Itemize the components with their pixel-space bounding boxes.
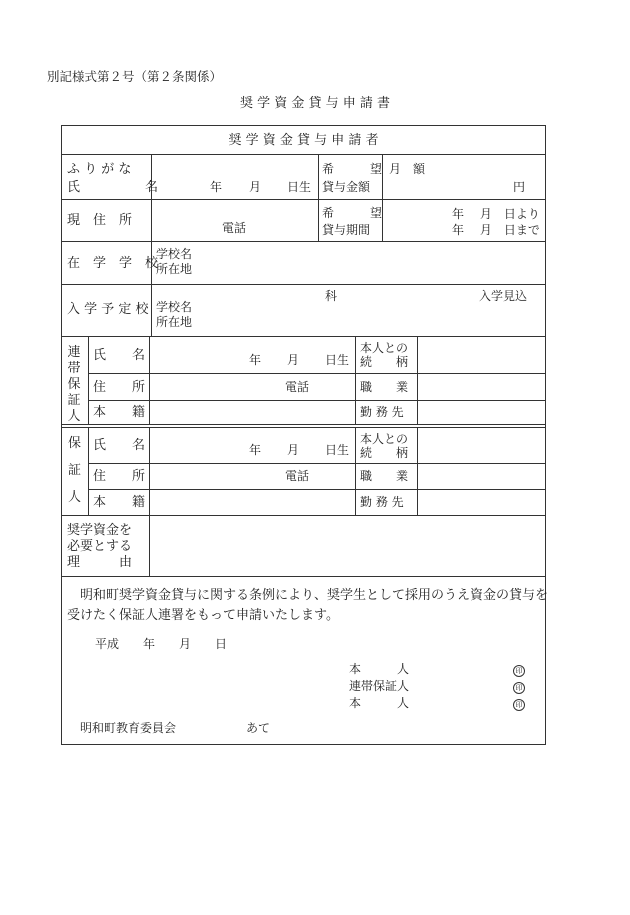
furigana-label: ふ り が な (67, 162, 132, 177)
desired-amount-label-2: 貸与金額 (322, 180, 371, 194)
g-birth-day: 日生 (325, 443, 350, 457)
sign-guarantor-label: 本 人 (349, 696, 410, 710)
jg-address-label: 住 所 (93, 380, 146, 395)
desired-period-label-2: 貸与期間 (322, 223, 371, 237)
phone-label: 電話 (222, 221, 247, 235)
g-occupation-label: 職 業 (360, 469, 409, 483)
guarantor-side-char-3: 人 (68, 490, 82, 505)
addressee: 明和町教育委員会 (80, 721, 177, 735)
joint-guarantor-side-label: 連帯保証人 (67, 345, 81, 424)
application-date: 平成 年 月 日 (95, 637, 228, 651)
g-phone-label: 電話 (285, 469, 310, 483)
birth-month: 月 (249, 180, 262, 194)
jg-birth-day: 日生 (325, 353, 350, 367)
current-school-label: 在 学 学 校 (67, 256, 159, 271)
jg-relation-label-2: 続 柄 (360, 355, 409, 369)
birth-day: 日生 (287, 180, 312, 194)
document-title: 奨 学 資 金 貸 与 申 請 書 (239, 96, 391, 111)
g-birth-year: 年 (249, 443, 262, 457)
addressee-suffix: あて (246, 721, 271, 735)
jg-birth-year: 年 (249, 353, 262, 367)
period-from: 年 月 日より (452, 207, 540, 221)
jg-occupation-label: 職 業 (360, 380, 409, 394)
department-label: 科 (325, 289, 338, 303)
current-school-location: 所在地 (156, 262, 193, 276)
sign-applicant-label: 本 人 (349, 662, 410, 676)
jg-domicile-label: 本 籍 (93, 405, 146, 420)
jg-birth-month: 月 (287, 353, 300, 367)
jg-phone-label: 電話 (285, 380, 310, 394)
guarantor-side-char-2: 証 (68, 463, 82, 478)
desired-amount-label: 希 望 (322, 162, 383, 176)
birth-year: 年 (210, 180, 223, 194)
yen-unit: 円 (513, 180, 526, 194)
sign-joint-guarantor-label: 連帯保証人 (349, 679, 410, 693)
reason-label-line2: 必要とする (67, 539, 133, 554)
g-birth-month: 月 (287, 443, 300, 457)
g-domicile-label: 本 籍 (93, 495, 146, 510)
planned-school-label: 入 学 予 定 校 (67, 302, 149, 317)
desired-period-label: 希 望 (322, 206, 383, 220)
reason-label-line3: 理 由 (67, 555, 133, 570)
name-label: 氏 名 (67, 180, 159, 195)
jg-relation-label: 本人との (360, 341, 409, 355)
period-to: 年 月 日まで (452, 223, 540, 237)
address-label: 現 住 所 (67, 213, 133, 228)
jg-workplace-label: 勤 務 先 (360, 405, 404, 419)
expected-entry: 入学見込 (479, 289, 528, 303)
current-school-name: 学校名 (156, 247, 193, 261)
g-relation-label: 本人との (360, 432, 409, 446)
applicant-section-title: 奨 学 資 金 貸 与 申 請 者 (228, 133, 379, 148)
declaration-line2: 受けたく保証人連署をもって申請いたします。 (67, 608, 339, 623)
planned-school-location: 所在地 (156, 315, 193, 329)
seal-mark-2: 印 (513, 680, 525, 694)
seal-mark-3: 印 (513, 697, 525, 711)
planned-school-name: 学校名 (156, 300, 193, 314)
jg-name-label: 氏 名 (93, 348, 146, 363)
declaration-line1: 明和町奨学資金貸与に関する条例により、奨学生として採用のうえ資金の貸与を (80, 588, 549, 603)
seal-mark: 印 (513, 663, 525, 677)
monthly-amount-label: 月 額 (389, 162, 426, 176)
guarantor-side-char-1: 保 (68, 436, 82, 451)
g-name-label: 氏 名 (93, 438, 146, 453)
reason-label-line1: 奨学資金を (67, 523, 133, 538)
g-relation-label-2: 続 柄 (360, 446, 409, 460)
g-workplace-label: 勤 務 先 (360, 495, 404, 509)
g-address-label: 住 所 (93, 469, 146, 484)
form-number: 別記様式第２号（第２条関係） (47, 69, 223, 84)
